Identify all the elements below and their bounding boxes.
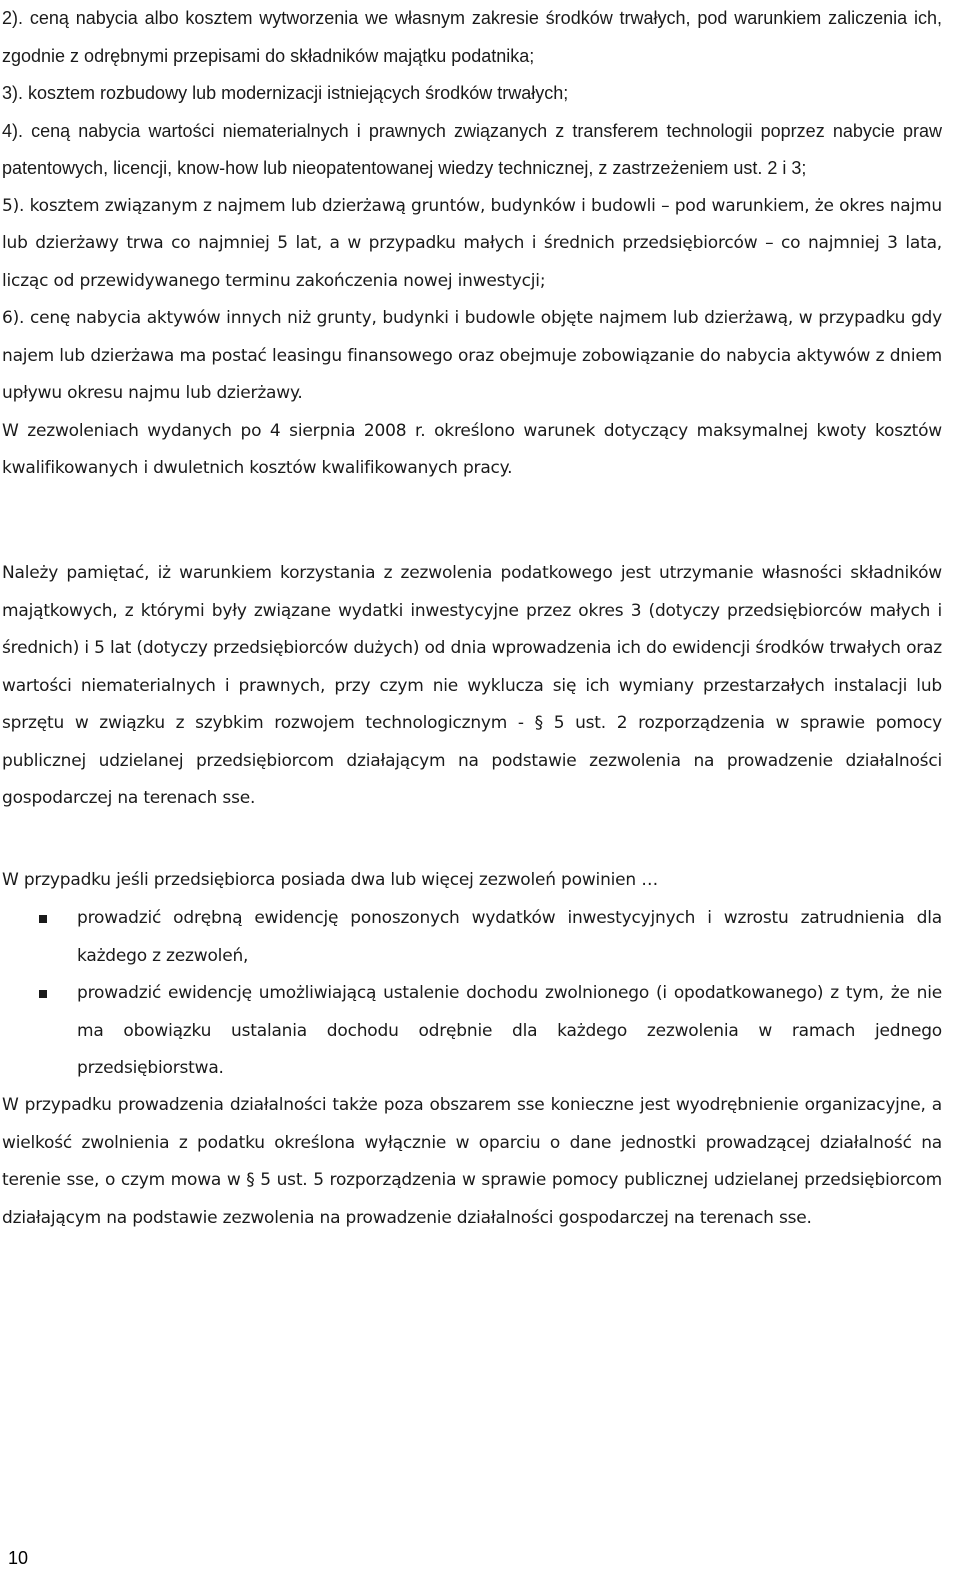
page-number: 10: [8, 1548, 29, 1568]
list-item: 3). kosztem rozbudowy lub modernizacji istniejących środków trwałych;: [2, 83, 569, 103]
list-item: 4). ceną nabycia wartości niematerialnych i prawnych związanych z transferem technologii poprzez nabycie praw patentowych, licencji, know-how lub nieopatentowanej wiedzy technicznej, z zastrzeżeniem ust. 2 i 3;: [2, 120, 942, 178]
obligations-bullet-list: [0, 900, 942, 1088]
bullet-item: [0, 975, 942, 1088]
bullet-text: prowadzić ewidencję umożliwiającą ustalenie dochodu zwolnionego (i opodatkowanego) z tym, że nie ma obowiązku ustalania dochodu odrębnie dla każdego zezwolenia w ramach jednego przedsiębiorstwa.: [77, 983, 942, 1078]
outside-zone-paragraph: W przypadku prowadzenia działalności także poza obszarem sse konieczne jest wyodrębnienie organizacyjne, a wielkość zwolnienia z podatku określona wyłącznie w oparciu o dane jednostki prowadzącej działalność na terenie sse, o czym mowa w § 5 ust. 5 rozporządzenia w sprawie pomocy publicznej udzielanej przedsiębiorcom działającym na podstawie zezwolenia na prowadzenie działalności gospodarczej na terenach sse.: [2, 1095, 942, 1228]
list-item: 6). cenę nabycia aktywów innych niż grunty, budynki i budowle objęte najmem lub dzierżawą, w przypadku gdy najem lub dzierżawa ma postać leasingu finansowego oraz obejmuje zobowiązanie do nabycia aktywów z dniem upływu okresu najmu lub dzierżawy.: [2, 308, 942, 403]
list-item: 5). kosztem związanym z najmem lub dzierżawą gruntów, budynków i budowli – pod warunkiem, że okres najmu lub dzierżawy trwa co najmniej 5 lat, a w przypadku małych i średnich przedsiębiorców – co najmniej 3 lata, licząc od przewidywanego terminu zakończenia nowej inwestycji;: [2, 195, 942, 291]
eligible-costs-list: [2, 0, 942, 488]
bullet-item: [0, 900, 942, 975]
list-item: 2). ceną nabycia albo kosztem wytworzenia we własnym zakresie środków trwałych, pod warunkiem zaliczenia ich, zgodnie z odrębnymi przepisami do składników majątku podatnika;: [2, 8, 942, 66]
square-bullet-icon: [39, 990, 47, 998]
bullet-text: prowadzić odrębną ewidencję ponoszonych wydatków inwestycyjnych i wzrostu zatrudnienia dla każdego z zezwoleń,: [77, 908, 942, 966]
multiple-permits-intro: W przypadku jeśli przedsiębiorca posiada dwa lub więcej zezwoleń powinien …: [2, 870, 659, 890]
list-item: W zezwoleniach wydanych po 4 sierpnia 2008 r. określono warunek dotyczący maksymalnej kwoty kosztów kwalifikowanych i dwuletnich kosztów kwalifikowanych pracy.: [2, 420, 942, 478]
obligation-paragraph: Należy pamiętać, iż warunkiem korzystania z zezwolenia podatkowego jest utrzymanie własności składników majątkowych, z którymi były związane wydatki inwestycyjne przez okres 3 (dotyczy przedsiębiorców małych i średnich) i 5 lat (dotyczy przedsiębiorców dużych) od dnia wprowadzenia ich do ewidencji środków trwałych oraz wartości niematerialnych i prawnych, przy czym nie wyklucza się ich wymiany przestarzałych instalacji lub sprzętu w związku z szybkim rozwojem technologicznym - § 5 ust. 2 rozporządzenia w sprawie pomocy publicznej udzielanej przedsiębiorcom działającym na podstawie zezwolenia na prowadzenie działalności gospodarczej na terenach sse.: [2, 563, 942, 808]
square-bullet-icon: [39, 915, 47, 923]
